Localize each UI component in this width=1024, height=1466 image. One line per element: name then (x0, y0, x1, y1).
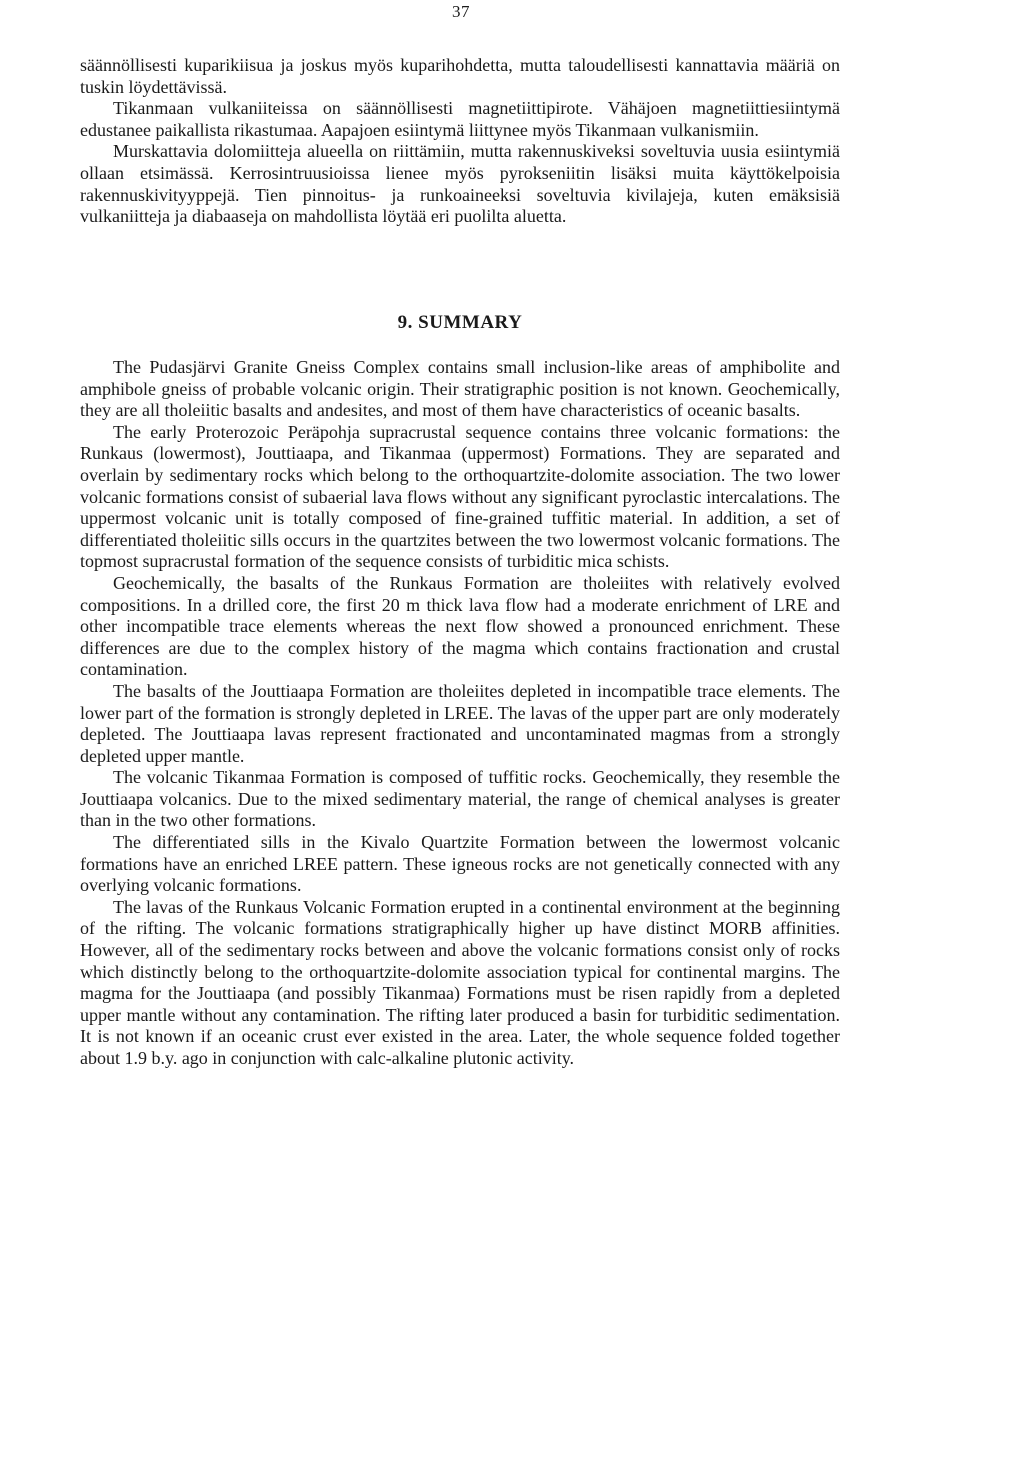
summary-paragraph-4: The basalts of the Jouttiaapa Formation are tholeiites depleted in incompatible trace elements. The lower part of the formation is strongly depleted in LREE. The lavas of the upper part are only moderately depleted. The Jouttiaapa lavas represent fractionated and uncontaminated magmas from a strongly depleted upper mantle. (80, 680, 840, 766)
summary-heading: 9. SUMMARY (397, 312, 523, 333)
page-number: 37 (452, 2, 470, 21)
summary-paragraph-7: The lavas of the Runkaus Volcanic Formation erupted in a continental environment at the beginning of the rifting. The volcanic formations stratigraphically higher up have distinct MORB affinities. However, all of the sedimentary rocks between and above the volcanic formations consist only of rocks which distinctly belong to the orthoquartzite-dolomite association typical for continental margins. The magma for the Jouttiaapa (and possibly Tikanmaa) Formations must be risen rapidly from a depleted upper mantle without any contamination. The rifting later produced a basin for turbiditic sedimentation. It is not known if an oceanic crust ever existed in the area. Later, the whole sequence folded together about 1.9 b.y. ago in conjunction with calc-alkaline plutonic activity. (80, 896, 840, 1068)
summary-paragraph-5: The volcanic Tikanmaa Formation is composed of tuffitic rocks. Geochemically, they resemble the Jouttiaapa volcanics. Due to the mixed sedimentary material, the range of chemical analyses is greater than in the two other formations. (80, 767, 840, 831)
summary-paragraph-3: Geochemically, the basalts of the Runkaus Formation are tholeiites with relatively evolved compositions. In a drilled core, the first 20 m thick lava flow had a moderate enrichment of LRE and other incompatible trace elements whereas the next flow showed a pronounced enrichment. These differences are due to the complex history of the magma which contains fractionation and crustal contamination. (80, 572, 840, 680)
finnish-text-section (80, 55, 840, 228)
summary-paragraph-1: The Pudasjärvi Granite Gneiss Complex contains small inclusion-like areas of amphibolite and amphibole gneiss of probable volcanic origin. Their stratigraphic position is not known. Geochemically, they are all tholeiitic basalts and andesites, and most of them have characteristics of oceanic basalts. (80, 357, 840, 421)
summary-section (80, 357, 840, 1070)
finnish-paragraph-2: Tikanmaan vulkaniiteissa on säännöllisesti magnetiittipirote. Vähäjoen magnetiittiesiintymä edustanee paikallista rikastumaa. Aapajoen esiintymä liittynee myös Tikanmaan vulkanismiin. (80, 98, 840, 140)
finnish-paragraph-3: Murskattavia dolomiitteja alueella on riittämiin, mutta rakennuskiveksi soveltuvia uusia esiintymiä ollaan etsimässä. Kerrosintruusioissa lienee myös pyrokseniitin lisäksi muita käyttökelpoisia rakennuskivityyppejä. Tien pinnoitus- ja runkoaineeksi soveltuvia kivilajeja, kuten emäksisiä vulkaniitteja ja diabaaseja on mahdollista löytää eri puolilta aluetta. (80, 141, 840, 227)
summary-paragraph-6: The differentiated sills in the Kivalo Quartzite Formation between the lowermost volcanic formations have an enriched LREE pattern. These igneous rocks are not genetically connected with any overlying volcanic formations. (80, 832, 840, 896)
finnish-paragraph-1: säännöllisesti kuparikiisua ja joskus myös kuparihohdetta, mutta taloudellisesti kannattavia määriä on tuskin löydettävissä. (80, 55, 840, 97)
summary-paragraph-2: The early Proterozoic Peräpohja supracrustal sequence contains three volcanic formations: the Runkaus (lowermost), Jouttiaapa, and Tikanmaa (uppermost) Formations. They are separated and overlain by sedimentary rocks which belong to the orthoquartzite-dolomite association. The two lower volcanic formations consist of subaerial lava flows without any significant pyroclastic intercalations. The uppermost volcanic unit is totally composed of fine-grained tuffitic material. In addition, a set of differentiated tholeiitic sills occurs in the quartzites between the two lowermost volcanic formations. The topmost supracrustal formation of the sequence consists of turbiditic mica schists. (80, 421, 840, 572)
